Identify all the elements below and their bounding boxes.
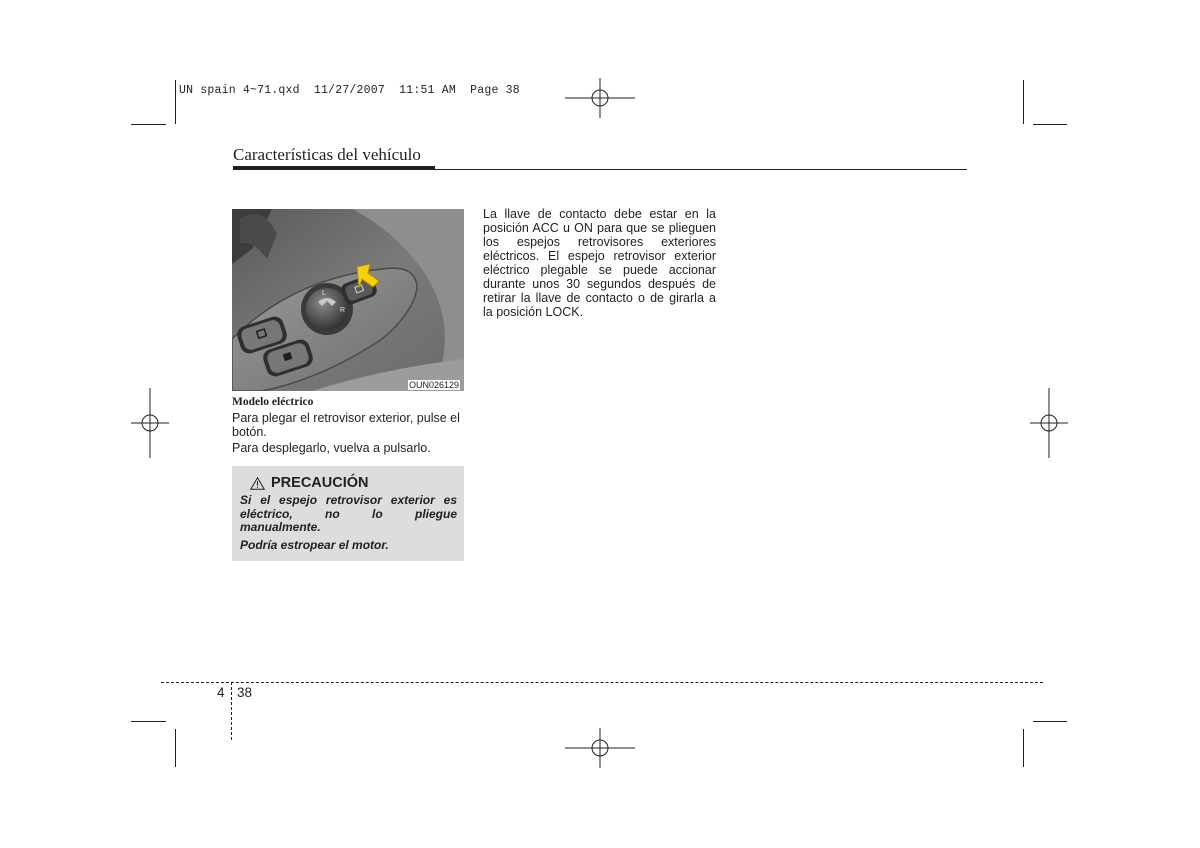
caption-heading: Modelo eléctrico (232, 396, 314, 408)
right-line: retirar la llave de contacto o de girarla a (483, 291, 716, 305)
mirror-switch-photo (232, 209, 464, 391)
caution-line-3: manualmente. (240, 520, 321, 534)
crop-mark-bottom-right-h (1033, 721, 1067, 722)
caution-heading (250, 475, 368, 491)
caution-text (240, 494, 457, 552)
caution-line-2: eléctrico, no lo pliegue (240, 506, 457, 521)
right-column-paragraph (483, 207, 716, 319)
crop-mark-top-left-v (175, 80, 176, 124)
right-line: durante unos 30 segundos después de (483, 277, 716, 291)
header-rule (233, 169, 967, 170)
mirror-switch-illustration (232, 209, 464, 391)
registration-mark-left (131, 388, 169, 458)
footer-dashed-rule (161, 682, 1043, 683)
registration-mark-top (565, 78, 635, 118)
figure-code: OUN026129 (409, 380, 460, 390)
registration-mark-right (1030, 388, 1068, 458)
crop-mark-top-left-h (131, 124, 166, 125)
right-line: posición ACC u ON para que se plieguen (483, 221, 716, 235)
registration-mark-bottom (565, 728, 635, 768)
section-title: Características del vehículo (233, 145, 421, 164)
right-line: eléctricos. El espejo retrovisor exterior (483, 249, 716, 263)
crop-mark-bottom-left-v (175, 729, 176, 767)
caption-paragraph-1: Para plegar el retrovisor exterior, pulse el botón. (232, 411, 460, 439)
warning-triangle-icon (250, 477, 265, 490)
switch-label-right: R (340, 307, 346, 314)
print-slug: UN spain 4~71.qxd 11/27/2007 11:51 AM Page 38 (179, 84, 520, 97)
right-line: la posición LOCK. (483, 305, 584, 319)
right-line: eléctrico plegable se puede accionar (483, 263, 716, 277)
caution-line-1: Si el espejo retrovisor exterior es (240, 493, 457, 507)
switch-label-left: L (322, 290, 326, 297)
caution-line-4: Podría estropear el motor. (240, 537, 389, 552)
page-number: 38 (237, 685, 253, 700)
crop-mark-top-right-h (1033, 124, 1067, 125)
crop-mark-bottom-right-v (1023, 729, 1024, 767)
caption-paragraph-2: Para desplegarlo, vuelva a pulsarlo. (232, 441, 431, 455)
chapter-number: 4 (217, 685, 225, 700)
crop-mark-top-right-v (1023, 80, 1024, 124)
footer-dashed-divider (231, 682, 232, 740)
right-line: los espejos retrovisores exteriores (483, 235, 716, 249)
caution-box (232, 466, 464, 561)
caution-title: PRECAUCIÓN (271, 475, 369, 491)
crop-mark-bottom-left-h (131, 721, 166, 722)
right-line: La llave de contacto debe estar en la (483, 207, 716, 221)
